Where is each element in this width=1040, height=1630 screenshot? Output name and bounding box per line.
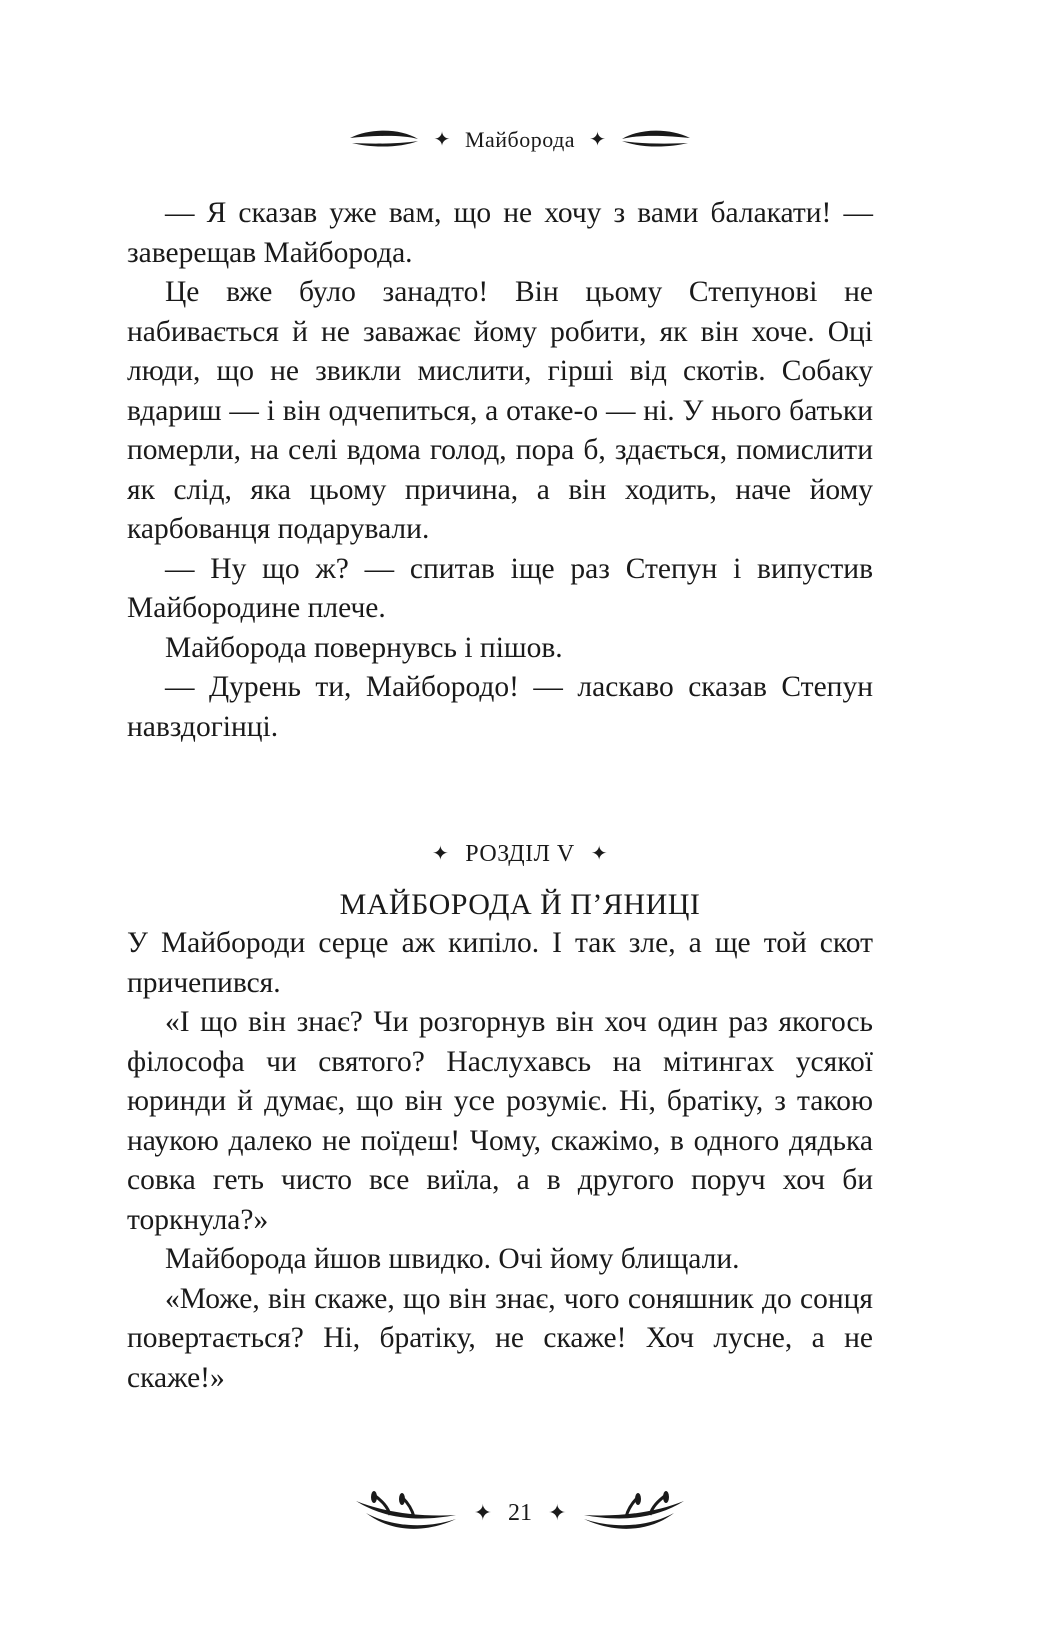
running-header	[0, 122, 1040, 158]
paragraph: — Дурень ти, Майбородо! — ласкаво сказав Степун навздогінці.	[127, 671, 873, 743]
body-text-bottom	[127, 924, 873, 1398]
chapter-label	[0, 836, 1040, 872]
body-text-top	[127, 194, 873, 747]
paragraph: — Я сказав уже вам, що не хочу з вами балакати! — заверещав Майборода.	[127, 197, 873, 269]
paragraph: Майборода повернувсь і пішов.	[165, 631, 563, 664]
chapter-title: МАЙБОРОДА Й П’ЯНИЦІ	[339, 888, 701, 921]
reed-ornament-right-icon	[582, 1491, 688, 1535]
star-icon: ✦	[590, 843, 609, 865]
leaf-ornament-right-icon	[620, 130, 692, 150]
star-icon: ✦	[433, 129, 451, 151]
paragraph: «І що він знає? Чи розгорнув він хоч один раз якогось філософа чи святого? Наслухавсь на мітингах усякої юринди й думає, що він усе розуміє. Ні, братіку, з такою наукою далеко не поїдеш! Чому, скажімо, в одного дядька совка геть чисто все виїла, а в другого поруч хоч би торкнула?»	[127, 1006, 873, 1236]
paragraph: Це вже було занадто! Він цьому Степунові не набивається й не заважає йому робити, як він хоче. Оці люди, що не звикли мислити, гірші від скотів. Собаку вдариш — і він одчепиться, а отаке-о — ні. У нього батьки померли, на селі вдома голод, пора б, здається, помислити як слід, яка цьому причина, а він ходить, наче йому карбованця подарували.	[127, 276, 873, 545]
paragraph: «Може, він скаже, що він знає, чого соняшник до сонця повертається? Ні, братіку, не скаже! Хоч лусне, а не скаже!»	[127, 1282, 873, 1394]
star-icon: ✦	[473, 1500, 492, 1525]
chapter-number: РОЗДІЛ V	[465, 840, 575, 867]
paragraph: Майборода йшов швидко. Очі йому блищали.	[165, 1243, 740, 1275]
reed-ornament-left-icon	[352, 1491, 458, 1535]
star-icon: ✦	[548, 1500, 567, 1525]
paragraph: — Ну що ж? — спитав іще раз Степун і випустив Майбородине плече.	[127, 552, 873, 624]
paragraph: У Майбороди серце аж кипіло. І так зле, а ще той скот причепився.	[127, 927, 873, 999]
star-icon: ✦	[431, 843, 450, 865]
leaf-ornament-left-icon	[348, 130, 420, 150]
page-footer	[0, 1488, 1040, 1538]
star-icon: ✦	[589, 129, 607, 151]
running-title: Майборода	[464, 127, 576, 152]
page-number: 21	[508, 1499, 532, 1526]
